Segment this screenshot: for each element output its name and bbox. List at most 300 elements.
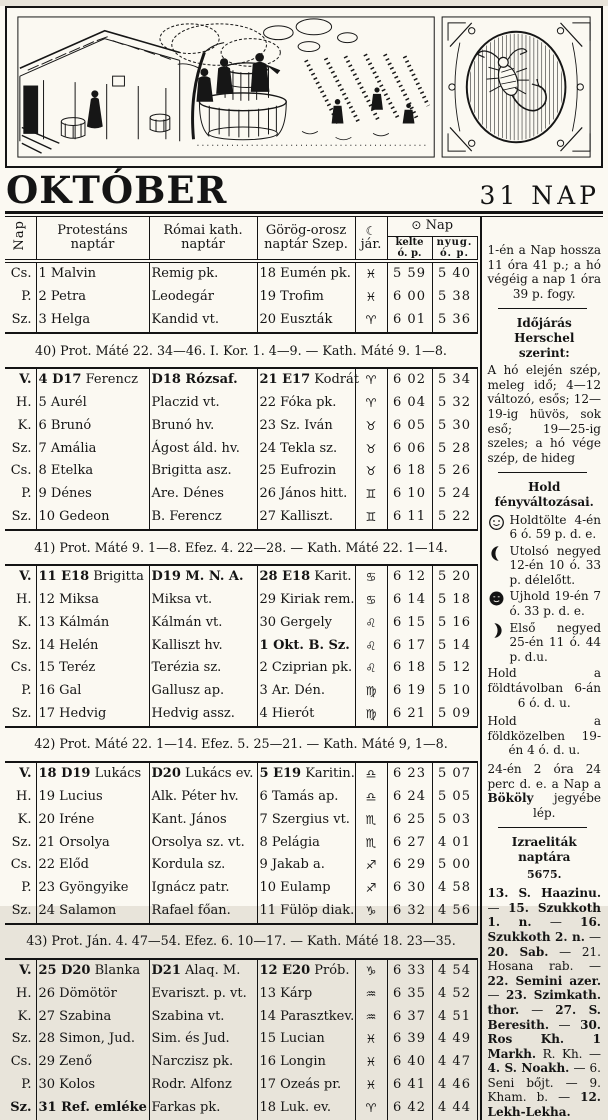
sun-icon: ⊙ [411,218,422,232]
sunrise-time: 6 12 [387,565,432,589]
protestant-name: 31 Ref. emléke [36,1097,149,1120]
sunrise-time: 6 15 [387,612,432,635]
greek-orthodox-name: 21 E17 Kodrát [257,368,355,392]
calendar-day-row [5,703,477,727]
sunrise-time: 6 27 [387,832,432,855]
sunrise-time: 6 33 [387,959,432,983]
sunset-time: 5 12 [432,657,477,680]
protestant-name: 3 Helga [36,309,149,333]
zodiac-pisces-icon: ♓ [355,261,387,286]
col-sun-header: ⊙ Nap [387,217,477,236]
sidebar-divider [498,472,588,473]
day-abbrev: V. [19,963,32,979]
page-title: OKTÓBER [6,168,228,212]
protestant-name: 5 Aurél [36,392,149,415]
protestant-name: 16 Gal [36,680,149,703]
day-abbrev: H. [16,985,32,1001]
day-abbrev: K. [17,811,32,827]
sunrise-time: 6 06 [387,438,432,461]
catholic-name: D19 M. N. A. [149,565,257,589]
weekly-lesson-text: 43) Prot. Ján. 4. 47—54. Efez. 6. 10—17. — Kath. Máté 18. 23—35. [5,924,477,959]
sunset-time: 4 52 [432,983,477,1006]
sunset-time: 5 10 [432,680,477,703]
sunset-time: 5 22 [432,506,477,530]
calendar-day-row [5,657,477,680]
table-header [5,217,477,261]
sunrise-time: 6 35 [387,983,432,1006]
calendar-day-row [5,680,477,703]
greek-orthodox-name: 23 Sz. Iván [257,415,355,438]
calendar-day-row [5,900,477,924]
moon-phase-item [488,621,602,665]
sunset-time: 5 24 [432,483,477,506]
zodiac-sagittarius-icon: ♐ [355,854,387,877]
protestant-name: 25 D20 Blanka [36,959,149,983]
calendar-day-row [5,635,477,658]
sunset-time: 5 40 [432,261,477,286]
day-abbrev: H. [16,592,32,608]
moon-phase-text: Ujhold 19-én 7 ó. 33 p. d. e. [509,589,601,619]
greek-orthodox-name: 16 Longin [257,1051,355,1074]
moon-phase-text: Utolsó negyed 12-én 10 ó. 33 p. délelőtt. [509,543,601,587]
col-day-header: Nap [5,217,36,261]
greek-orthodox-name: 24 Tekla sz. [257,438,355,461]
calendar-day-row [5,483,477,506]
protestant-name: 10 Gedeon [36,506,149,530]
protestant-name: 17 Hedvig [36,703,149,727]
protestant-name: 27 Szabina [36,1006,149,1029]
col-greek-header: Görög-orosz naptár Szep. [257,217,355,261]
greek-orthodox-name: 14 Parasztkev. [257,1006,355,1029]
calendar-day-row [5,392,477,415]
catholic-name: Narczisz pk. [149,1051,257,1074]
zodiac-aries-icon: ♈ [355,1097,387,1120]
zodiac-aries-icon: ♈ [355,392,387,415]
protestant-name: 14 Helén [36,635,149,658]
greek-orthodox-name: 15 Lucian [257,1028,355,1051]
day-abbrev: Cs. [10,266,32,282]
protestant-name: 13 Kálmán [36,612,149,635]
moon-phase-text: Első negyed 25-én 11 ó. 44 p. d.u. [509,620,601,664]
protestant-name: 4 D17 Ferencz [36,368,149,392]
sidebar-notes [480,217,604,1120]
sunrise-time: 6 29 [387,854,432,877]
catholic-name: Ignácz patr. [149,877,257,900]
moon-phase-text: Holdtölte 4-én 6 ó. 59 p. d. e. [509,512,601,542]
catholic-name: B. Ferencz [149,506,257,530]
sunrise-time: 6 40 [387,1051,432,1074]
sunset-time: 5 18 [432,589,477,612]
calendar-day-row [5,1097,477,1120]
calendar-day-row [5,809,477,832]
sidebar-divider [498,827,588,828]
greek-orthodox-name: 29 Kiriak rem. [257,589,355,612]
zodiac-pisces-icon: ♓ [355,1028,387,1051]
protestant-name: 30 Kolos [36,1074,149,1097]
weekly-lesson-text: 41) Prot. Máté 9. 1—8. Efez. 4. 22—28. — Kath. Máté 22. 1—14. [5,530,477,565]
catholic-name: Gallusz ap. [149,680,257,703]
protestant-name: 26 Dömötör [36,983,149,1006]
calendar-day-row [5,415,477,438]
catholic-name: Brunó hv. [149,415,257,438]
sunset-time: 5 03 [432,809,477,832]
sunset-time: 4 49 [432,1028,477,1051]
catholic-name: Brigitta asz. [149,460,257,483]
crescent-moon-icon: ☾ [365,223,377,238]
zodiac-leo-icon: ♌ [355,612,387,635]
zodiac-virgo-icon: ♍ [355,703,387,727]
greek-orthodox-name: 5 E19 Karitin. [257,762,355,786]
protestant-name: 6 Brunó [36,415,149,438]
sunrise-time: 6 23 [387,762,432,786]
calendar-day-row [5,261,477,286]
protestant-name: 19 Lucius [36,786,149,809]
calendar-day-row [5,959,477,983]
weather-forecast: A hó elején szép, meleg idő; 4—12 változó, esős; 12—19-ig hüvös, sok eső; 19—25-ig szeles; a hó vége szép, de hideg [487,363,601,465]
day-abbrev: P. [21,289,32,305]
weekly-lesson-text: 42) Prot. Máté 22. 1—14. Efez. 5. 25—21. — Kath. Máté 9, 1—8. [5,727,477,762]
sunset-time: 4 54 [432,959,477,983]
sunrise-time: 6 21 [387,703,432,727]
sunrise-time: 6 37 [387,1006,432,1029]
weekly-lesson-text: 40) Prot. Máté 22. 34—46. I. Kor. 1. 4—9. — Kath. Máté 9. 1—8. [5,333,477,368]
protestant-name: 29 Zenő [36,1051,149,1074]
zodiac-aries-icon: ♈ [355,309,387,333]
sunset-time: 5 26 [432,460,477,483]
zodiac-aries-icon: ♈ [355,368,387,392]
sunrise-time: 5 59 [387,261,432,286]
full-moon-icon [488,513,507,542]
greek-orthodox-name: 20 Euszták [257,309,355,333]
protestant-name: 12 Miksa [36,589,149,612]
zodiac-sagittarius-icon: ♐ [355,877,387,900]
moon-phases [488,513,602,665]
vineyard-workers [332,87,415,123]
greek-orthodox-name: 7 Szergius vt. [257,809,355,832]
catholic-name: Farkas pk. [149,1097,257,1120]
protestant-name: 22 Előd [36,854,149,877]
catholic-name: Szabina vt. [149,1006,257,1029]
calendar-day-row [5,506,477,530]
protestant-name: 15 Teréz [36,657,149,680]
day-abbrev: Cs. [10,857,32,873]
calendar-day-row [5,762,477,786]
col-sunrise-header: kelte ó. p. [387,236,432,261]
zodiac-gemini-icon: ♊ [355,506,387,530]
day-abbrev: V. [19,372,32,388]
woman-figure [87,90,103,128]
catholic-name: Kant. János [149,809,257,832]
greek-orthodox-name: 12 E20 Prób. [257,959,355,983]
lesson-row [5,333,477,368]
sunrise-time: 6 19 [387,680,432,703]
sunset-time: 5 00 [432,854,477,877]
day-abbrev: K. [17,417,32,433]
catholic-name: Leodegár [149,286,257,309]
israelite-calendar-year: 5675. [527,867,562,881]
day-length-note: 1-én a Nap hossza 11 óra 41 p.; a hó végéig a nap 1 óra 39 p. fogy. [487,243,601,301]
catholic-name: Hedvig assz. [149,703,257,727]
moon-phases-heading: Hold fényváltozásai. [494,480,594,509]
protestant-name: 9 Dénes [36,483,149,506]
col-protestant-header: Protestáns naptár [36,217,149,261]
sunset-time: 5 38 [432,286,477,309]
zodiac-leo-icon: ♌ [355,657,387,680]
day-abbrev: Sz. [11,705,32,721]
greek-orthodox-name: 17 Ozeás pr. [257,1074,355,1097]
last-quarter-icon [488,544,507,588]
calendar-day-row [5,786,477,809]
zodiac-virgo-icon: ♍ [355,680,387,703]
sidebar-divider [498,308,588,309]
barrels [61,114,170,138]
sunset-time: 5 05 [432,786,477,809]
calendar-day-row [5,832,477,855]
sunset-time: 5 36 [432,309,477,333]
protestant-name: 11 E18 Brigitta [36,565,149,589]
day-abbrev: Sz. [11,902,32,918]
greek-orthodox-name: 11 Fülöp diak. [257,900,355,924]
catholic-name: Miksa vt. [149,589,257,612]
zodiac-capricorn-icon: ♑ [355,959,387,983]
catholic-name: Evariszt. p. vt. [149,983,257,1006]
zodiac-libra-icon: ♎ [355,762,387,786]
moon-apogee-note: Hold a földtávolban 6-án 6 ó. d. u. [487,666,601,710]
day-abbrev: Sz. [11,440,32,456]
day-abbrev: Cs. [10,660,32,676]
sunrise-time: 6 41 [387,1074,432,1097]
moon-phase-item [488,589,602,618]
zodiac-pisces-icon: ♓ [355,286,387,309]
zodiac-cancer-icon: ♋ [355,565,387,589]
zodiac-taurus-icon: ♉ [355,415,387,438]
sunrise-time: 6 14 [387,589,432,612]
calendar-day-row [5,460,477,483]
sunset-time: 4 44 [432,1097,477,1120]
day-count: 31 NAP [479,180,600,210]
sunrise-time: 6 00 [387,286,432,309]
greek-orthodox-name: 13 Kárp [257,983,355,1006]
lesson-row [5,924,477,959]
protestant-name: 21 Orsolya [36,832,149,855]
greek-orthodox-name: 3 Ar. Dén. [257,680,355,703]
catholic-name: Kálmán vt. [149,612,257,635]
zodiac-capricorn-icon: ♑ [355,900,387,924]
day-abbrev: Sz. [11,637,32,653]
day-abbrev: P. [21,1076,32,1092]
title-bar [0,168,608,210]
greek-orthodox-name: 27 Kalliszt. [257,506,355,530]
scorpio-medallion [442,17,590,157]
israelite-calendar-heading: Izraeliták naptára [511,835,577,864]
catholic-name: Terézia sz. [149,657,257,680]
lesson-row [5,530,477,565]
zodiac-aquarius-icon: ♒ [355,1006,387,1029]
col-moon-header: ☾ jár. [355,217,387,261]
sunrise-time: 6 24 [387,786,432,809]
sunrise-time: 6 11 [387,506,432,530]
zodiac-taurus-icon: ♉ [355,438,387,461]
calendar-day-row [5,1028,477,1051]
day-abbrev: V. [19,569,32,585]
sunset-time: 5 16 [432,612,477,635]
zodiac-aquarius-icon: ♒ [355,983,387,1006]
first-quarter-icon [488,621,507,665]
sunrise-time: 6 02 [387,368,432,392]
sunset-time: 5 30 [432,415,477,438]
sunset-time: 5 32 [432,392,477,415]
moon-phase-item [488,513,602,542]
protestant-name: 1 Malvin [36,261,149,286]
harvest-scene-and-scorpio [10,11,598,163]
protestant-name: 28 Simon, Jud. [36,1028,149,1051]
day-abbrev: K. [17,614,32,630]
zodiac-pisces-icon: ♓ [355,1074,387,1097]
greek-orthodox-name: 30 Gergely [257,612,355,635]
sunrise-time: 6 05 [387,415,432,438]
zodiac-libra-icon: ♎ [355,786,387,809]
sunrise-time: 6 42 [387,1097,432,1120]
sunrise-time: 6 01 [387,309,432,333]
calendar-day-row [5,983,477,1006]
calendar-day-row [5,286,477,309]
day-abbrev: K. [17,1008,32,1024]
greek-orthodox-name: 8 Pelágia [257,832,355,855]
lesson-row [5,727,477,762]
catholic-name: Rafael főan. [149,900,257,924]
israelite-calendar-list: 13. S. Haazinu. — 15. Szukkoth 1. n. — 16. Szukkoth 2. n. — 20. Sab. — 21. Hosana rab. — 22. Semini azer. — 23. Szimkath. thor. — 27. S. Beresith. — 30. Ros Kh. 1 Markh. R. Kh. — 4. S. Noakh. — 6. Seni bőjt. — 9. Kham. b. — 12. Lekh-Lekha. [487,886,601,1120]
calendar-day-row [5,1006,477,1029]
day-abbrev: P. [21,683,32,699]
sunset-time: 5 07 [432,762,477,786]
sun-sign-note: 24-én 2 óra 24 perc d. e. a Nap a Bököly jegyébe lép. [487,762,601,820]
day-abbrev: V. [19,766,32,782]
sunrise-time: 6 25 [387,809,432,832]
catholic-name: Are. Dénes [149,483,257,506]
zodiac-cancer-icon: ♋ [355,589,387,612]
zodiac-leo-icon: ♌ [355,635,387,658]
sunset-time: 5 14 [432,635,477,658]
greek-orthodox-name: 22 Fóka pk. [257,392,355,415]
calendar-day-row [5,854,477,877]
protestant-name: 23 Gyöngyike [36,877,149,900]
catholic-name: D18 Rózsaf. [149,368,257,392]
sunset-time: 5 09 [432,703,477,727]
day-abbrev: P. [21,879,32,895]
new-moon-icon [488,589,507,618]
protestant-name: 18 D19 Lukács [36,762,149,786]
sunset-time: 4 46 [432,1074,477,1097]
catholic-name: Placzid vt. [149,392,257,415]
main-content [5,217,603,1120]
protestant-name: 8 Etelka [36,460,149,483]
scorpion-icon [478,49,546,111]
protestant-name: 7 Amália [36,438,149,461]
catholic-name: Remig pk. [149,261,257,286]
day-abbrev: Cs. [10,1054,32,1070]
protestant-name: 24 Salamon [36,900,149,924]
greek-orthodox-name: 9 Jakab a. [257,854,355,877]
weather-heading: Időjárás Herschel szerint: [514,316,575,360]
sunset-time: 5 28 [432,438,477,461]
greek-orthodox-name: 25 Eufrozin [257,460,355,483]
col-sunset-header: nyug. ó. p. [432,236,477,261]
zodiac-pisces-icon: ♓ [355,1051,387,1074]
protestant-name: 2 Petra [36,286,149,309]
sunrise-time: 6 10 [387,483,432,506]
day-abbrev: H. [16,395,32,411]
greek-orthodox-name: 10 Eulamp [257,877,355,900]
sunrise-time: 6 32 [387,900,432,924]
greek-orthodox-name: 26 János hitt. [257,483,355,506]
sunrise-time: 6 17 [387,635,432,658]
calendar-day-row [5,1074,477,1097]
moon-perigee-note: Hold a földközelben 19-én 4 ó. d. u. [487,714,601,758]
calendar-body [5,261,477,1120]
greek-orthodox-name: 18 Eumén pk. [257,261,355,286]
day-abbrev: P. [21,486,32,502]
calendar-day-row [5,438,477,461]
calendar-day-row [5,368,477,392]
catholic-name: Rodr. Alfonz [149,1074,257,1097]
zodiac-scorpio-icon: ♏ [355,809,387,832]
protestant-name: 20 Iréne [36,809,149,832]
day-abbrev: Sz. [11,509,32,524]
sunset-time: 4 47 [432,1051,477,1074]
catholic-name: D21 Alaq. M. [149,959,257,983]
sunrise-time: 6 04 [387,392,432,415]
sunrise-time: 6 30 [387,877,432,900]
catholic-name: Sim. és Jud. [149,1028,257,1051]
day-abbrev: Sz. [10,1099,32,1115]
greek-orthodox-name: 6 Tamás ap. [257,786,355,809]
catholic-name: Kordula sz. [149,854,257,877]
day-abbrev: H. [16,789,32,805]
calendar-table [5,217,478,1120]
sunrise-time: 6 39 [387,1028,432,1051]
sunset-time: 4 58 [432,877,477,900]
day-abbrev: Cs. [10,463,32,479]
catholic-name: D20 Lukács ev. [149,762,257,786]
catholic-name: Ágost áld. hv. [149,438,257,461]
catholic-name: Orsolya sz. vt. [149,832,257,855]
calendar-page [0,6,608,1120]
catholic-name: Alk. Péter hv. [149,786,257,809]
moon-phase-item [488,544,602,588]
greek-orthodox-name: 2 Cziprian pk. [257,657,355,680]
calendar-day-row [5,877,477,900]
zodiac-scorpio-icon: ♏ [355,832,387,855]
greek-orthodox-name: 28 E18 Karit. [257,565,355,589]
greek-orthodox-name: 1 Okt. B. Sz. [257,635,355,658]
header-illustration [5,6,603,168]
sunrise-time: 6 18 [387,657,432,680]
sunset-time: 4 51 [432,1006,477,1029]
col-catholic-header: Római kath. naptár [149,217,257,261]
calendar-day-row [5,565,477,589]
calendar-day-row [5,612,477,635]
zodiac-gemini-icon: ♊ [355,483,387,506]
catholic-name: Kalliszt hv. [149,635,257,658]
sunset-time: 5 20 [432,565,477,589]
sunset-time: 5 34 [432,368,477,392]
sunset-time: 4 56 [432,900,477,924]
greek-orthodox-name: 4 Hierót [257,703,355,727]
calendar-day-row [5,589,477,612]
day-abbrev: Sz. [11,1031,32,1047]
zodiac-taurus-icon: ♉ [355,460,387,483]
calendar-day-row [5,309,477,333]
